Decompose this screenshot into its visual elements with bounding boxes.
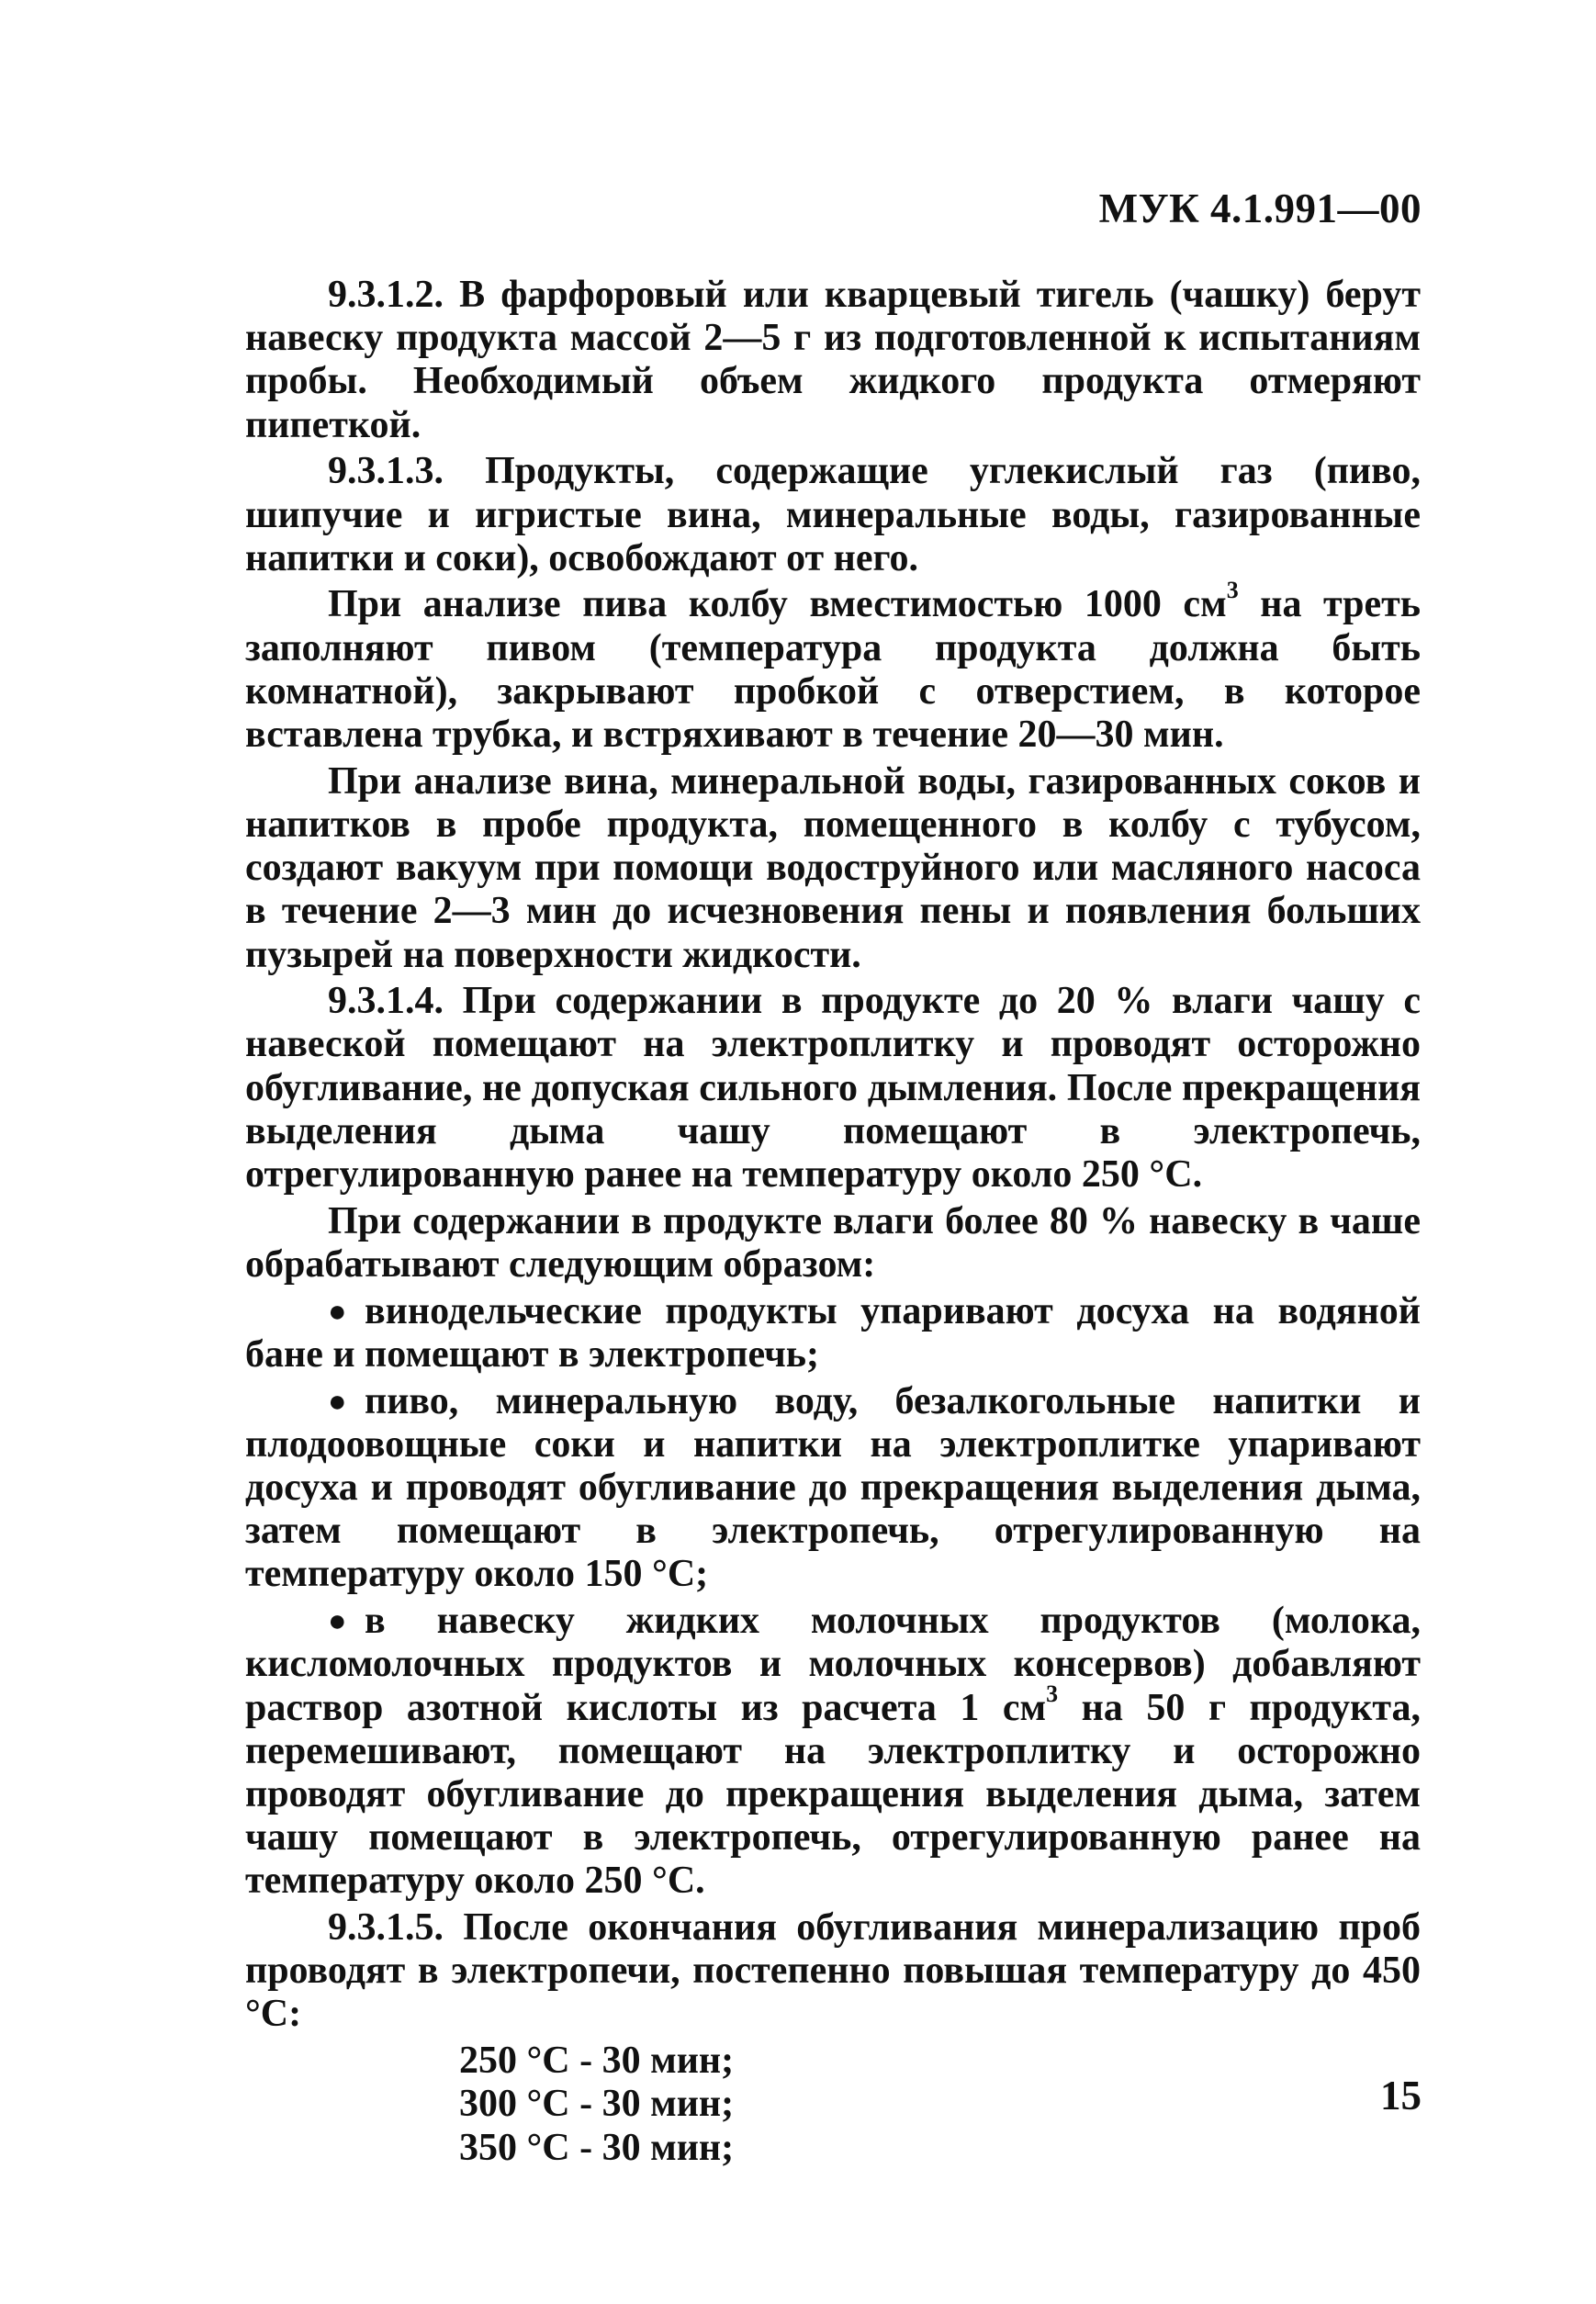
temperature-schedule — [245, 2040, 1421, 2170]
schedule-row: 300 °С - 30 мин; — [459, 2083, 735, 2126]
paragraph-beer-analysis — [245, 577, 1421, 757]
bullet-item-text: пиво, минеральную воду, безалкогольные напитки и плодоовощные соки и напитки на электроплитке упаривают досуха и проводят обугливание до прекращения выделения дыма, затем помещают в электропечь, отрегулированную на температуру около 150 °С; — [245, 1379, 1421, 1596]
paragraph-9-3-1-2: 9.3.1.2. В фарфоровый или кварцевый тигель (чашку) берут навеску продукта массой 2—5 г из подготовленной к испытаниям пробы. Необходимый объем жидкого продукта отмеряют пипеткой. — [245, 274, 1421, 446]
document-body — [245, 274, 1421, 2170]
paragraph-wine-analysis: При анализе вина, минеральной воды, газированных соков и напитков в пробе продукта, помещенного в колбу с тубусом, создают вакуум при помощи водоструйного или масляного насоса в течение 2—3 мин до исчезновения пены и появления больших пузырей на поверхности жидкости. — [245, 759, 1421, 976]
paragraph-beer-analysis-text-b: на треть заполняют пивом (температура продукта должна быть комнатной), закрывают пробкой с отверстием, в которое вставлена трубка, и встряхивают в течение 20—30 мин. — [245, 583, 1421, 757]
bullet-item-dairy-products — [245, 1600, 1421, 1903]
bullet-item-text: винодельческие продукты упаривают досуха на водяной бане и помещают в электропечь; — [245, 1289, 1421, 1376]
bullet-item-text-a: в навеску жидких молочных продуктов (молока, кисломолочных продуктов и молочных консервов) добавляют раствор азотной кислоты из расчета 1 см — [245, 1600, 1421, 1729]
superscript-cubic: 3 — [1226, 577, 1239, 604]
bullet-item-text-b: на 50 г продукта, перемешивают, помещают на электроплитку и осторожно проводят обугливание до прекращения выделения дыма, затем чашу помещают в электропечь, отрегулированную ранее на температуру около 250 °С. — [245, 1686, 1421, 1903]
document-code-header: МУК 4.1.991—00 — [1098, 185, 1422, 231]
bullet-icon: ● — [328, 1604, 347, 1639]
page-number: 15 — [1380, 2073, 1422, 2119]
bullet-icon: ● — [328, 1294, 347, 1329]
paragraph-9-3-1-3: 9.3.1.3. Продукты, содержащие углекислый газ (пиво, шипучие и игристые вина, минеральные воды, газированные напитки и соки), освобождают от него. — [245, 450, 1421, 579]
paragraph-9-3-1-5: 9.3.1.5. После окончания обугливания минерализацию проб проводят в электропечи, постепенно повышая температуру до 450 °С: — [245, 1906, 1421, 2036]
paragraph-beer-analysis-text-a: При анализе пива колбу вместимостью 1000 см — [328, 583, 1227, 626]
superscript-cubic: 3 — [1046, 1680, 1059, 1707]
bullet-icon: ● — [328, 1384, 347, 1419]
paragraph-high-moisture: При содержании в продукте влаги более 80 % навеску в чаше обрабатывают следующим образом: — [245, 1199, 1421, 1286]
bullet-item-beer-water-juices — [245, 1380, 1421, 1597]
schedule-row: 350 °С - 30 мин; — [459, 2126, 735, 2169]
bullet-item-wine-products — [245, 1290, 1421, 1377]
paragraph-9-3-1-4: 9.3.1.4. При содержании в продукте до 20 % влаги чашу с навеской помещают на электроплитку и проводят осторожно обугливание, не допуская сильного дымления. После прекращения выделения дыма чашу помещают в электропечь, отрегулированную ранее на температуру около 250 °С. — [245, 980, 1421, 1197]
schedule-row: 250 °С - 30 мин; — [459, 2040, 735, 2083]
